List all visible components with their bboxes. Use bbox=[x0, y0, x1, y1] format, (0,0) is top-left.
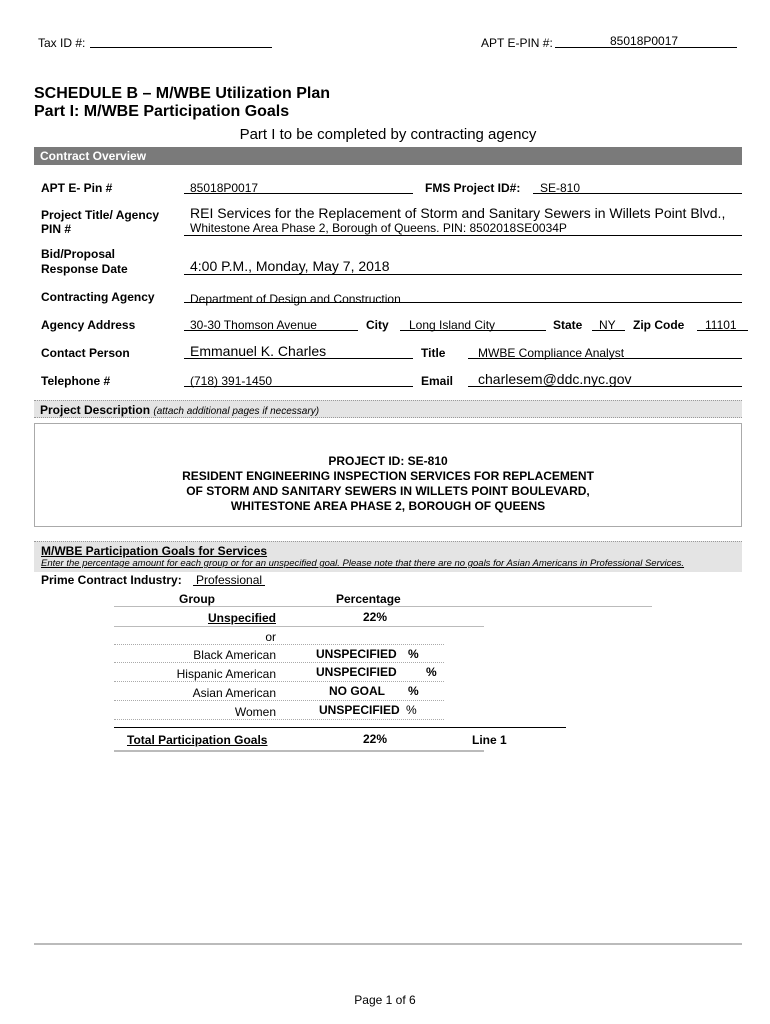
industry-label: Prime Contract Industry: bbox=[41, 573, 182, 587]
fms-label: FMS Project ID#: bbox=[425, 181, 521, 195]
line-label: Line 1 bbox=[472, 733, 507, 747]
zip-underline bbox=[697, 330, 748, 331]
group-asian-american-value[interactable]: NO GOAL bbox=[329, 684, 385, 698]
total-bottom-rule bbox=[114, 750, 484, 752]
city-label: City bbox=[366, 318, 389, 332]
title-value[interactable]: MWBE Compliance Analyst bbox=[478, 346, 625, 360]
unspecified-value[interactable]: 22% bbox=[362, 610, 388, 624]
apt-pin-value[interactable]: 85018P0017 bbox=[190, 181, 259, 195]
project-title-underline bbox=[184, 235, 742, 236]
contract-overview-bar: Contract Overview bbox=[34, 147, 742, 165]
description-line-2: RESIDENT ENGINEERING INSPECTION SERVICES FOR REPLACEMENT bbox=[182, 469, 594, 483]
state-label: State bbox=[553, 318, 583, 332]
part-subtitle: Part I to be completed by contracting agency bbox=[239, 126, 537, 143]
industry-value[interactable]: Professional bbox=[196, 573, 263, 587]
tax-id-label: Tax ID #: bbox=[38, 36, 86, 50]
bid-label-1: Bid/Proposal bbox=[41, 247, 116, 261]
group-hispanic-american-value[interactable]: UNSPECIFIED bbox=[316, 665, 397, 679]
total-top-rule bbox=[114, 727, 566, 728]
description-line-1: PROJECT ID: SE-810 bbox=[328, 454, 448, 468]
phone-underline bbox=[184, 386, 413, 387]
description-line-3: OF STORM AND SANITARY SEWERS IN WILLETS POINT BOULEVARD, bbox=[186, 484, 590, 498]
project-title-value-2[interactable]: Whitestone Area Phase 2, Borough of Queens. PIN: 8502018SE0034P bbox=[190, 221, 567, 235]
schedule-title: SCHEDULE B – M/WBE Utilization Plan bbox=[34, 85, 331, 102]
title-underline bbox=[468, 358, 742, 359]
unspecified-label: Unspecified bbox=[207, 611, 276, 625]
tax-id-field[interactable] bbox=[90, 47, 272, 48]
group-asian-american: Asian American bbox=[192, 686, 276, 700]
zip-label: Zip Code bbox=[633, 318, 685, 332]
email-label: Email bbox=[421, 374, 454, 388]
goals-instruction: Enter the percentage amount for each group or for an unspecified goal. Please note that there are no goals for Asian Americans in Professional Services. bbox=[41, 558, 685, 569]
group-black-american: Black American bbox=[193, 648, 276, 662]
agency-value[interactable]: Department of Design and Construction bbox=[190, 292, 401, 306]
unspecified-divider bbox=[114, 626, 484, 627]
row-divider bbox=[114, 719, 444, 720]
group-black-american-pct: % bbox=[408, 647, 419, 661]
address-label: Agency Address bbox=[41, 318, 136, 332]
email-value[interactable]: charlesem@ddc.nyc.gov bbox=[478, 371, 632, 387]
goals-bar-label: M/WBE Participation Goals for Services bbox=[41, 544, 268, 558]
title-label: Title bbox=[421, 346, 446, 360]
agency-label: Contracting Agency bbox=[41, 290, 155, 304]
address-value[interactable]: 30-30 Thomson Avenue bbox=[190, 318, 317, 332]
contact-value[interactable]: Emmanuel K. Charles bbox=[190, 343, 327, 359]
description-line-4: WHITESTONE AREA PHASE 2, BOROUGH OF QUEENS bbox=[230, 499, 546, 513]
fms-underline bbox=[533, 193, 742, 194]
project-title-value-1[interactable]: REI Services for the Replacement of Storm and Sanitary Sewers in Willets Point Blvd., bbox=[190, 205, 726, 221]
row-divider bbox=[114, 662, 444, 663]
total-value[interactable]: 22% bbox=[362, 732, 388, 746]
page-number: Page 1 of 6 bbox=[354, 993, 416, 1007]
part-title: Part I: M/WBE Participation Goals bbox=[34, 103, 290, 120]
zip-value[interactable]: 11101 bbox=[705, 318, 737, 332]
group-women-value[interactable]: UNSPECIFIED bbox=[319, 703, 400, 717]
project-title-label-1: Project Title/ Agency bbox=[41, 208, 160, 222]
project-description-label: Project Description bbox=[40, 403, 151, 417]
group-asian-american-pct: % bbox=[408, 684, 419, 698]
phone-value[interactable]: (718) 391-1450 bbox=[190, 374, 273, 388]
apt-epin-value: 85018P0017 bbox=[610, 34, 679, 48]
email-underline bbox=[468, 386, 742, 387]
industry-underline bbox=[193, 585, 265, 586]
group-black-american-value[interactable]: UNSPECIFIED bbox=[316, 647, 397, 661]
fms-value[interactable]: SE-810 bbox=[540, 181, 581, 195]
row-divider bbox=[114, 700, 444, 701]
project-description-box[interactable] bbox=[34, 423, 742, 527]
row-divider bbox=[114, 681, 444, 682]
total-label: Total Participation Goals bbox=[127, 733, 268, 747]
phone-label: Telephone # bbox=[41, 374, 111, 388]
footer-rule bbox=[34, 943, 742, 945]
state-value[interactable]: NY bbox=[599, 318, 616, 332]
contact-underline bbox=[184, 358, 413, 359]
city-value[interactable]: Long Island City bbox=[409, 318, 496, 332]
bid-underline bbox=[184, 274, 742, 275]
group-women-pct: % bbox=[406, 703, 417, 717]
city-underline bbox=[400, 330, 546, 331]
apt-epin-label: APT E-PIN #: bbox=[481, 36, 553, 50]
group-women: Women bbox=[234, 705, 276, 719]
state-underline bbox=[592, 330, 625, 331]
bid-label-2: Response Date bbox=[41, 262, 128, 276]
or-divider bbox=[114, 644, 444, 645]
goals-bar bbox=[34, 541, 742, 572]
group-header: Group bbox=[179, 592, 215, 606]
bid-value[interactable]: 4:00 P.M., Monday, May 7, 2018 bbox=[190, 258, 390, 274]
project-title-label-2: PIN # bbox=[41, 222, 72, 236]
group-hispanic-american: Hispanic American bbox=[176, 667, 276, 681]
percentage-header: Percentage bbox=[336, 592, 401, 606]
project-description-note: (attach additional pages if necessary) bbox=[153, 406, 320, 417]
address-underline bbox=[184, 330, 358, 331]
header-divider bbox=[114, 606, 652, 607]
group-hispanic-american-pct: % bbox=[426, 665, 437, 679]
apt-pin-label: APT E- Pin # bbox=[41, 181, 113, 195]
project-description-bar bbox=[34, 400, 742, 418]
agency-underline bbox=[184, 302, 742, 303]
apt-pin-underline bbox=[184, 193, 413, 194]
or-label: or bbox=[265, 630, 276, 644]
contact-label: Contact Person bbox=[41, 346, 130, 360]
